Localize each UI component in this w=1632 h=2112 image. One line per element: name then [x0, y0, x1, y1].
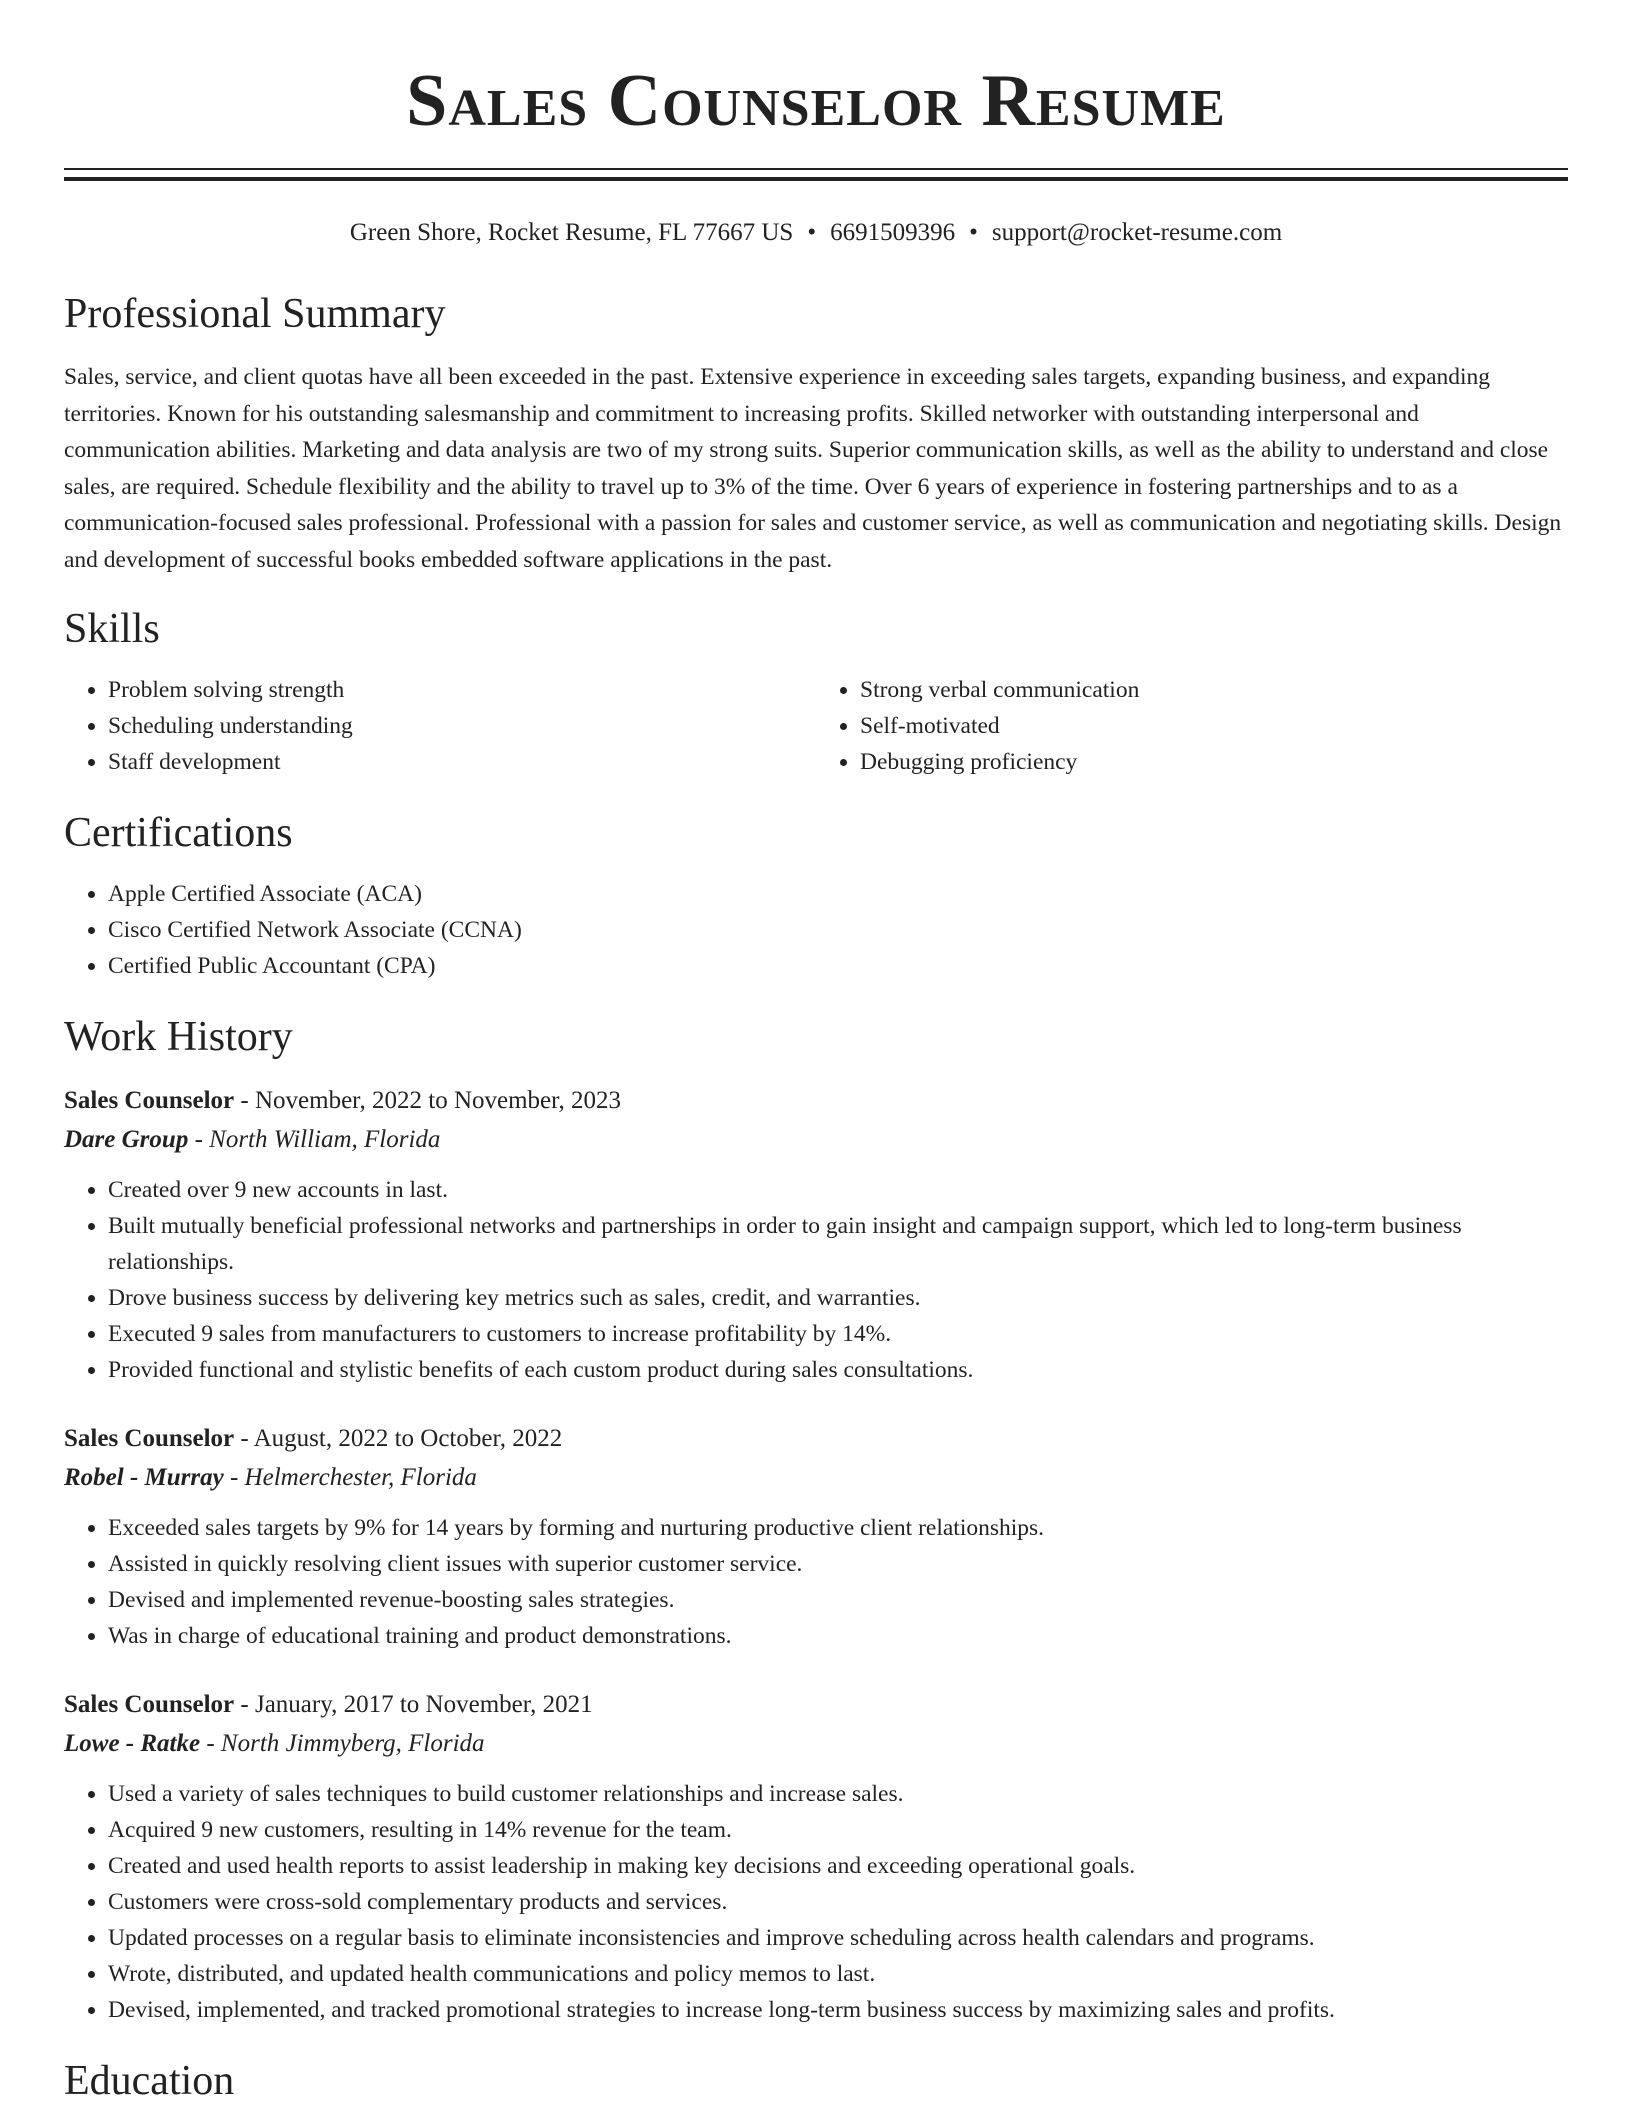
skill-item: • Staff development	[108, 744, 816, 780]
summary-heading: Professional Summary	[64, 291, 446, 337]
job-dates: - November, 2022 to November, 2023	[234, 1087, 621, 1114]
skills-list-left	[64, 672, 816, 780]
job-title-line	[64, 1686, 1568, 1724]
job-title-line	[64, 1420, 1568, 1458]
job-bullet: • Executed 9 sales from manufacturers to customers to increase profitability by 14%.	[108, 1316, 1568, 1352]
job-title: Sales Counselor	[64, 1425, 235, 1452]
summary-text: Sales, service, and client quotas have all been exceeded in the past. Extensive experience in exceeding sales targets, expanding business, and expanding territories. Known for his outstanding salesmanship and commitment to increasing profits. Skilled networker with outstanding interpersonal and communication abilities. Marketing and data analysis are two of my strong suits. Superior communication skills, as well as the ability to understand and close sales, are required. Schedule flexibility and the ability to travel up to 3% of the time. Over 6 years of experience in fostering partnerships and to as a communication-focused sales professional. Professional with a passion for sales and customer service, as well as communication and negotiating skills. Design and development of successful books embedded software applications in the past.	[64, 364, 1562, 573]
job-bullets	[64, 1776, 1568, 2028]
job-bullet: • Exceeded sales targets by 9% for 14 years by forming and nurturing productive client relationships.	[108, 1510, 1568, 1546]
job-bullet: • Devised, implemented, and tracked promotional strategies to increase long-term business success by maximizing sales and profits.	[108, 1992, 1568, 2028]
job-bullet: • Wrote, distributed, and updated health communications and policy memos to last.	[108, 1956, 1568, 1992]
contact-separator: •	[969, 219, 978, 246]
certification-item: • Cisco Certified Network Associate (CCNA)	[108, 912, 1568, 948]
skill-item: • Debugging proficiency	[860, 744, 1568, 780]
contact-line	[64, 217, 1568, 249]
skill-item: • Self-motivated	[860, 708, 1568, 744]
job-dates: - August, 2022 to October, 2022	[234, 1425, 563, 1452]
title-divider-thick	[64, 177, 1568, 181]
skills-list-right	[816, 672, 1568, 780]
work-history-heading: Work History	[64, 1014, 293, 1060]
page-title: Sales Counselor Resume	[406, 60, 1226, 142]
job-location: - Helmerchester, Florida	[223, 1464, 477, 1491]
job-bullet: • Updated processes on a regular basis to eliminate inconsistencies and improve scheduling across health calendars and programs.	[108, 1920, 1568, 1956]
job-bullet: • Built mutually beneficial professional networks and partnerships in order to gain insight and campaign support, which led to long-term business relationships.	[108, 1208, 1568, 1280]
job-company: Lowe - Ratke	[64, 1730, 201, 1757]
certification-item: • Certified Public Accountant (CPA)	[108, 948, 1568, 984]
contact-address: Green Shore, Rocket Resume, FL 77667 US	[349, 219, 794, 246]
skill-item: • Strong verbal communication	[860, 672, 1568, 708]
contact-email: support@rocket-resume.com	[991, 219, 1283, 246]
skill-item: • Problem solving strength	[108, 672, 816, 708]
job-title: Sales Counselor	[64, 1087, 235, 1114]
job-location: - North William, Florida	[188, 1126, 441, 1153]
job-entry	[64, 1420, 1568, 1654]
job-bullets	[64, 1510, 1568, 1654]
job-title-line	[64, 1082, 1568, 1120]
job-title: Sales Counselor	[64, 1691, 235, 1718]
job-bullet: • Used a variety of sales techniques to build customer relationships and increase sales.	[108, 1776, 1568, 1812]
job-company: Dare Group	[64, 1126, 189, 1153]
skill-item: • Scheduling understanding	[108, 708, 816, 744]
job-company-line	[64, 1120, 1568, 1160]
job-company: Robel - Murray	[64, 1464, 224, 1491]
job-entry	[64, 1082, 1568, 1388]
contact-phone: 6691509396	[830, 219, 956, 246]
certification-item: • Apple Certified Associate (ACA)	[108, 876, 1568, 912]
job-bullet: • Created and used health reports to assist leadership in making key decisions and exceeding operational goals.	[108, 1848, 1568, 1884]
skills-grid	[64, 672, 1568, 780]
job-bullet: • Created over 9 new accounts in last.	[108, 1172, 1568, 1208]
job-bullet: • Was in charge of educational training and product demonstrations.	[108, 1618, 1568, 1654]
job-bullets	[64, 1172, 1568, 1388]
skills-heading: Skills	[64, 606, 160, 652]
contact-separator: •	[807, 219, 817, 246]
job-company-line	[64, 1458, 1568, 1498]
job-bullet: • Acquired 9 new customers, resulting in 14% revenue for the team.	[108, 1812, 1568, 1848]
job-company-line	[64, 1724, 1568, 1764]
job-bullet: • Provided functional and stylistic benefits of each custom product during sales consultations.	[108, 1352, 1568, 1388]
job-bullet: • Assisted in quickly resolving client issues with superior customer service.	[108, 1546, 1568, 1582]
certifications-list	[64, 876, 1568, 984]
title-divider-thin	[64, 168, 1568, 170]
education-heading: Education	[64, 2058, 235, 2104]
job-bullet: • Drove business success by delivering key metrics such as sales, credit, and warranties.	[108, 1280, 1568, 1316]
job-bullet: • Customers were cross-sold complementary products and services.	[108, 1884, 1568, 1920]
certifications-heading: Certifications	[64, 810, 293, 856]
job-location: - North Jimmyberg, Florida	[200, 1730, 485, 1757]
job-bullet: • Devised and implemented revenue-boosting sales strategies.	[108, 1582, 1568, 1618]
job-dates: - January, 2017 to November, 2021	[234, 1691, 593, 1718]
job-entry	[64, 1686, 1568, 2028]
